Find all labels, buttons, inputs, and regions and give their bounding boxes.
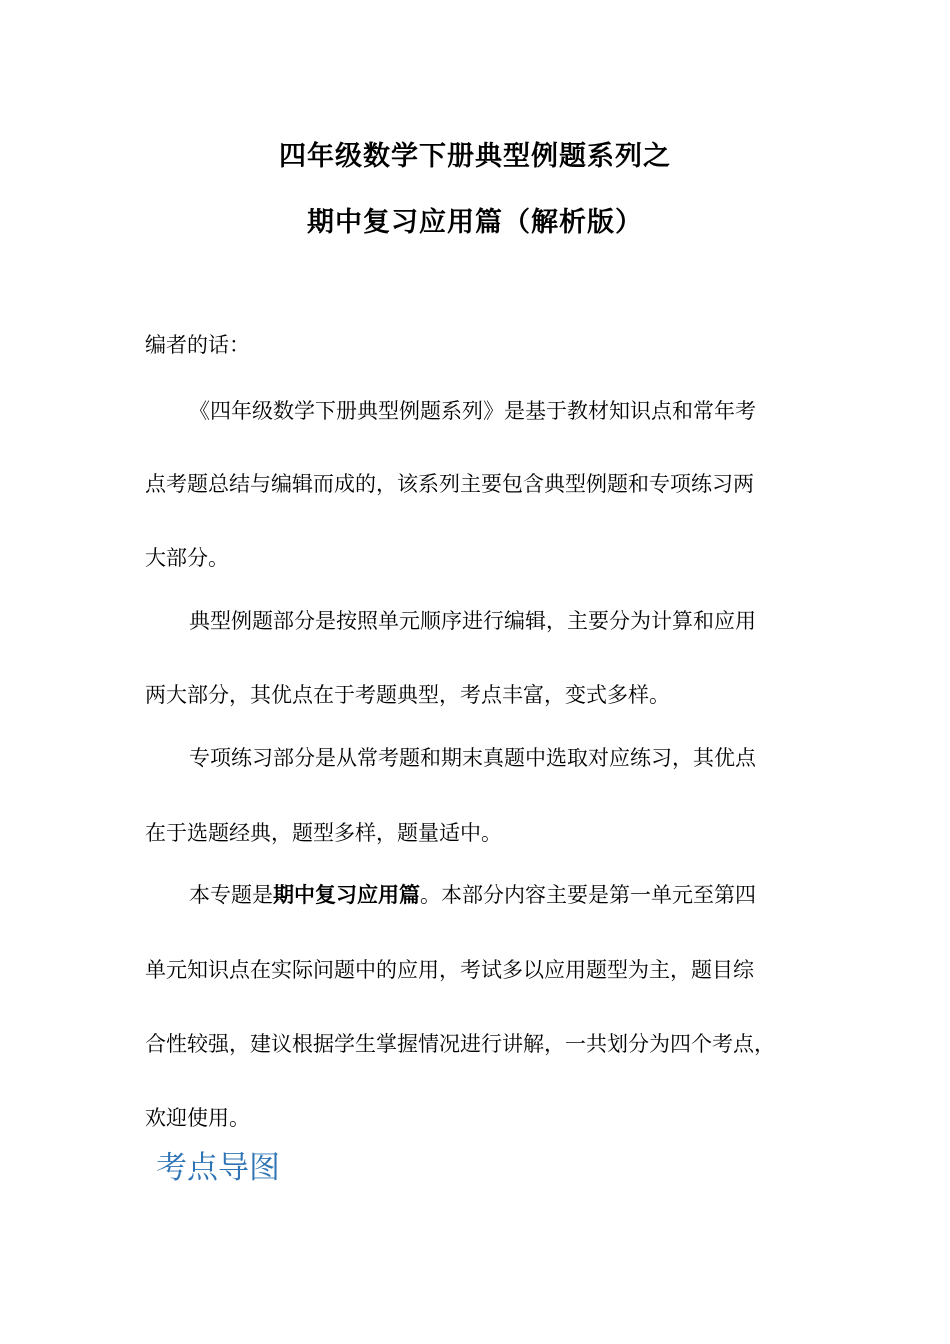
paragraph-4-line-3: 合性较强，建议根据学生掌握情况进行讲解，一共划分为四个考点，: [145, 1032, 775, 1056]
document-title-line-2: 期中复习应用篇（解析版）: [307, 207, 643, 238]
paragraph-4-line-2: 单元知识点在实际问题中的应用，考试多以应用题型为主，题目综: [145, 958, 754, 982]
paragraph-3-line-1: 专项练习部分是从常考题和期末真题中选取对应练习，其优点: [189, 746, 756, 770]
paragraph-1-line-2: 点考题总结与编辑而成的，该系列主要包含典型例题和专项练习两: [145, 472, 754, 496]
document-title-line-1: 四年级数学下册典型例题系列之: [279, 141, 671, 172]
paragraph-4-topic-emphasis: 期中复习应用篇: [273, 883, 420, 907]
paragraph-4-suffix: 。本部分内容主要是第一单元至第四: [420, 883, 756, 907]
paragraph-1-line-3: 大部分。: [145, 546, 229, 570]
paragraph-2-line-2: 两大部分，其优点在于考题典型，考点丰富，变式多样。: [145, 683, 670, 707]
paragraph-2-line-1: 典型例题部分是按照单元顺序进行编辑，主要分为计算和应用: [189, 609, 756, 633]
paragraph-4-line-4: 欢迎使用。: [145, 1106, 250, 1130]
editor-note-heading: 编者的话：: [145, 333, 250, 357]
section-heading-mind-map: 考点导图: [156, 1150, 280, 1186]
paragraph-1-line-1: 《四年级数学下册典型例题系列》是基于教材知识点和常年考: [189, 399, 756, 423]
paragraph-4-prefix: 本专题是: [189, 883, 273, 907]
paragraph-3-line-2: 在于选题经典，题型多样，题量适中。: [145, 821, 502, 845]
paragraph-4-line-1: [189, 880, 756, 910]
